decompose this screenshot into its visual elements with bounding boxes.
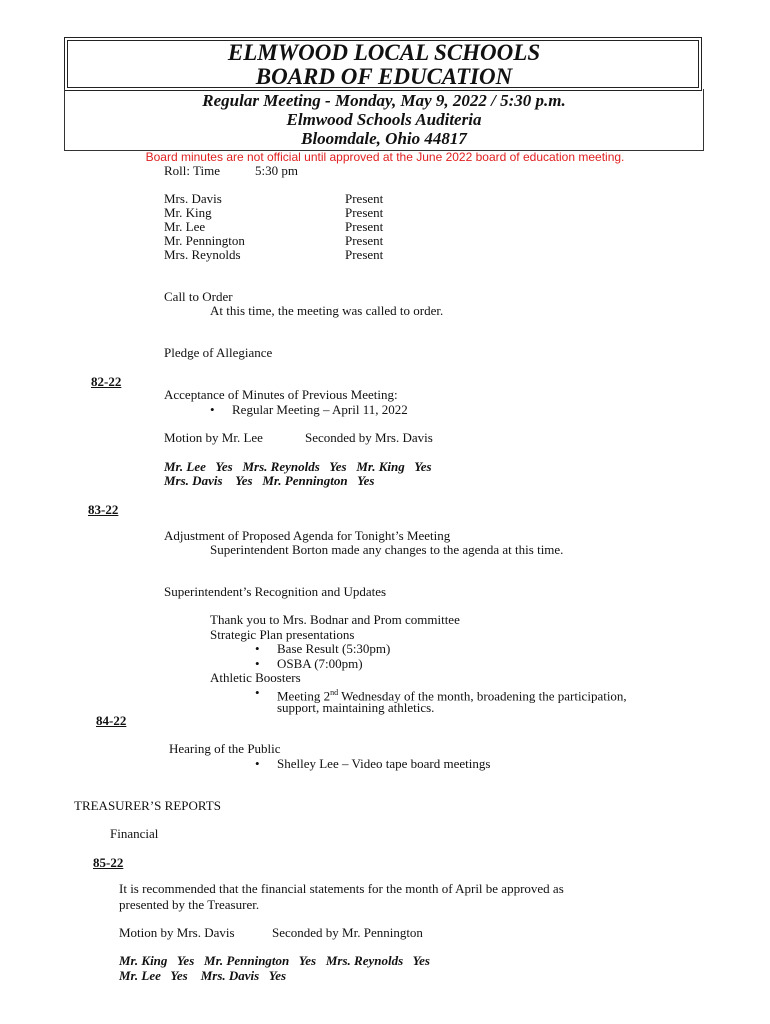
roll-member-name: Mr. King bbox=[164, 205, 212, 220]
bullet-item: • OSBA (7:00pm) bbox=[277, 657, 363, 671]
roll-time: 5:30 pm bbox=[255, 163, 298, 178]
agenda-item-title: Acceptance of Minutes of Previous Meeting: bbox=[164, 387, 398, 402]
treasurer-reports-heading: TREASURER’S REPORTS bbox=[74, 798, 221, 813]
roll-member-name: Mr. Pennington bbox=[164, 233, 245, 248]
resolution-number: 85-22 bbox=[93, 855, 124, 870]
vote-record: Mrs. Davis Yes Mr. Pennington Yes bbox=[164, 473, 375, 488]
seconded-by: Seconded by Mr. Pennington bbox=[272, 925, 423, 940]
agenda-item-text: Superintendent Borton made any changes to the agenda at this time. bbox=[210, 542, 564, 557]
unofficial-notice: Board minutes are not official until approved at the June 2022 board of education meeting. bbox=[145, 150, 625, 164]
agenda-item-title: Hearing of the Public bbox=[169, 741, 281, 756]
resolution-number: 84-22 bbox=[96, 713, 127, 728]
call-to-order-title: Call to Order bbox=[164, 289, 233, 304]
roll-member-status: Present bbox=[345, 205, 384, 220]
athletic-boosters: Athletic Boosters bbox=[210, 670, 301, 685]
meeting-city: Bloomdale, Ohio 44817 bbox=[301, 129, 467, 148]
recommendation-text: presented by the Treasurer. bbox=[119, 897, 260, 912]
bullet-item: • Base Result (5:30pm) bbox=[277, 642, 390, 656]
vote-record: Mr. Lee Yes Mrs. Reynolds Yes Mr. King Yes bbox=[164, 459, 432, 474]
roll-member-status: Present bbox=[345, 247, 384, 262]
roll-member-name: Mr. Lee bbox=[164, 219, 206, 234]
call-to-order-text: At this time, the meeting was called to order. bbox=[210, 303, 444, 318]
motion-by: Motion by Mrs. Davis bbox=[119, 925, 235, 940]
superintendent-updates-title: Superintendent’s Recognition and Updates bbox=[164, 584, 387, 599]
meeting-title: Regular Meeting - Monday, May 9, 2022 / 5:30 p.m. bbox=[202, 91, 566, 110]
bullet-item: • Meeting 2nd Wednesday of the month, broadening the participation, bbox=[277, 686, 627, 703]
roll-member-status: Present bbox=[345, 219, 384, 234]
financial-subheading: Financial bbox=[110, 826, 159, 841]
motion-by: Motion by Mr. Lee bbox=[164, 430, 263, 445]
roll-member-name: Mrs. Reynolds bbox=[164, 247, 241, 262]
meeting-location: Elmwood Schools Auditeria bbox=[286, 110, 482, 129]
seconded-by: Seconded by Mrs. Davis bbox=[305, 430, 433, 445]
district-title: ELMWOOD LOCAL SCHOOLS bbox=[227, 40, 541, 65]
agenda-item-title: Adjustment of Proposed Agenda for Tonight’s Meeting bbox=[164, 528, 451, 543]
vote-record: Mr. King Yes Mr. Pennington Yes Mrs. Reynolds Yes bbox=[119, 953, 430, 968]
recommendation-text: It is recommended that the financial statements for the month of April be approved as bbox=[119, 881, 564, 896]
thanks-note: Thank you to Mrs. Bodnar and Prom committee bbox=[210, 612, 460, 627]
bullet-item: • Shelley Lee – Video tape board meetings bbox=[277, 757, 490, 771]
roll-member-status: Present bbox=[345, 191, 384, 206]
roll-member-status: Present bbox=[345, 233, 384, 248]
roll-member-name: Mrs. Davis bbox=[164, 191, 222, 206]
bullet-continuation: support, maintaining athletics. bbox=[277, 700, 435, 715]
vote-record: Mr. Lee Yes Mrs. Davis Yes bbox=[119, 968, 287, 983]
strategic-plan: Strategic Plan presentations bbox=[210, 627, 355, 642]
resolution-number: 83-22 bbox=[88, 502, 119, 517]
pledge-of-allegiance: Pledge of Allegiance bbox=[164, 345, 273, 360]
board-title: BOARD OF EDUCATION bbox=[255, 64, 513, 89]
bullet-item: • Regular Meeting – April 11, 2022 bbox=[232, 403, 408, 417]
roll-label: Roll: Time bbox=[164, 163, 220, 178]
resolution-number: 82-22 bbox=[91, 374, 122, 389]
